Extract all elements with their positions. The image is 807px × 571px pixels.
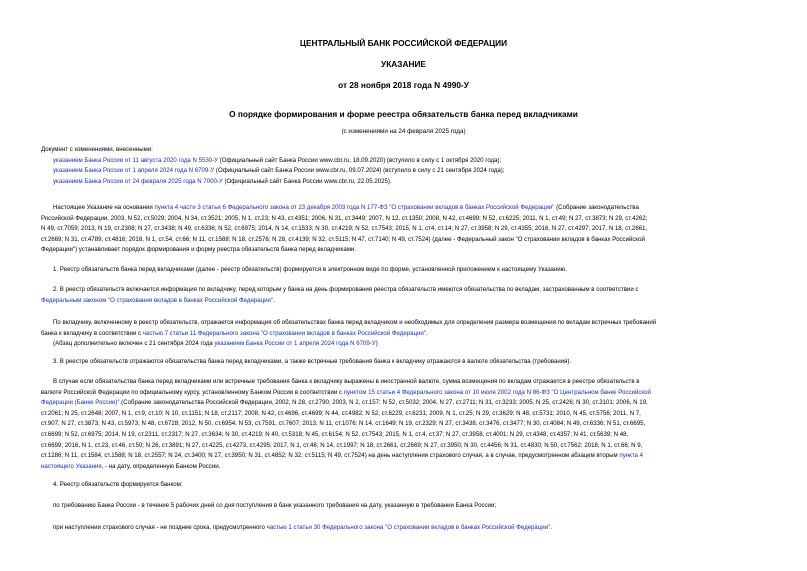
law-link[interactable]: Федеральным законом "О страховании вкладов в банках Российской Федерации" [41,296,274,304]
document-type: УКАЗАНИЕ [381,59,426,69]
amendment-link[interactable]: указанием Банка России от 11 августа 2020 года N 5530-У [53,156,219,164]
amendment-item: указанием Банка России от 11 августа 2020 года N 5530-У (Официальный сайт Банка России www.cbr.ru, 18.09.2020) (вступило в силу с 1 октября 2020 года); [53,156,502,164]
clause-1: 1. Реестр обязательств банка перед вкладчиками (далее - реестр обязательств) формируется в электронном виде по форме, установленной приложением к настоящему Указанию. [53,266,567,273]
clause-4-link-cont[interactable]: настоящего Указания [41,462,102,470]
law-177-link[interactable]: пункта 4 части 3 статьи 6 Федерального закона от 23 декабря 2003 года N 177-ФЗ "О страховании вкладов в банках Российской Федерации" [154,204,555,211]
issuer-heading: ЦЕНТРАЛЬНЫЙ БАНК РОССИЙСКОЙ ФЕДЕРАЦИИ [299,38,508,48]
law-86-link-cont[interactable]: Федерации (Банке России)" [41,399,120,407]
document-title: О порядке формирования и форме реестра обязательств банка перед вкладчиками [229,109,578,119]
amendments-block [41,145,765,187]
clause-4-item-1: по требованию Банка России - в течение 5 рабочих дней со дня поступления в банк указанного требования на дату, указанную в требовании Банка России; [53,502,497,509]
clause-2: 2. В реестр обязательств включается информация по вкладчику, перед которым у банка на день формирования реестра обязательств имеются обязательства по вкладам, застрахованным в соответствии с Федеральным законом "О страховании вкладов в банках Российской Федерации". [41,286,639,304]
law-article-30-link[interactable]: частью 1 статьи 30 Федерального закона "О страховании вкладов в банках Российской Федерации" [266,524,551,531]
amendment-item: указанием Банка России от 1 апреля 2024 года N 6709-У (Официальный сайт Банка России www.cbr.ru, 09.07.2024) (вступило в силу с 21 сентября 2024 года); [53,167,505,175]
edition-note: (Абзац дополнительно включен с 21 сентября 2024 года указанием Банка России от 1 апреля 2024 года N 6709-У) [53,340,378,348]
clause-3: 3. В реестре обязательств отражаются обязательства банка перед вкладчиками, а также встречные требования банка к вкладчику отражаются в валюте обязательства (требования). [53,358,572,365]
clause-4-link[interactable]: пункта 4 [619,452,644,460]
edition-note-link[interactable]: указанием Банка России от 1 апреля 2024 года N 6709-У [214,340,376,348]
clause-3-paragraph-2: В случае если обязательства банка перед вкладчиками или встречные требования банка к вкладчику выражены в иностранной валюте, сумма возмещения по вкладам отражается в реестре обязательств в валюте Российской Федерации по официальному курсу, установленному Банком России в соответствии с пунктом 15 статьи 4 Федерального закона от 10 июля 2002 года N 86-ФЗ "О Центральном банке Российской Федерации (Банке России)" (Собрание законодательства Российской Федерации, 2002, N 28, ст.2790; 2003, N 2, ст.157; N 52, ст.5032; 2004, N 27, ст.2711; N 31, ст.3233; 2005, N 25, ст.2426; N 30, ст.3101; 2006, N 19, ст.2061; N 25, ст.2648; 2007, N 1, ст.9, ст.10; N 10, ст.1151; N 18, ст.2117; 2008, N 42, ст.4696, ст.4699; N 44, ст.4982; N 52, ст.6229, ст.6231; 2009, N 1, ст.25; N 29, ст.3629; N 48, ст.5731; 2010, N 45, ст.5756; 2011, N 7, ст.907; N 27, ст.3873; N 43, ст.5973; N 48, ст.6728; 2012, N 50, ст.6954; N 53, ст.7591, ст.7607; 2013, N 11, ст.1076; N 14, ст.1649; N 19, ст.2329; N 27, ст.3438, ст.3476, ст.3477; N 30, ст.4084; N 49, ст.6336; N 51, ст.6695, ст.6699; N 52, ст.6975; 2014, N 19, ст.2311, ст.2317; N 27, ст.3634; N 30, ст.4219; N 40, ст.5318; N 45, ст.6154; N 52, ст.7543; 2015, N 1, ст.4, ст.37; N 27, ст.3958, ст.4001; N 29, ст.4348, ст.4357; N 41, ст.5639; N 48, ст.6699; 2016, N 1, ст.23, ст.46, ст.50; N 26, ст.3891; N 27, ст.4225, ст.4273, ст.4295; 2017, N 1, ст.46; N 14, ст.1997; N 18, ст.2661, ст.2669; N 27, ст.3950; N 30, ст.4456; N 31, ст.4830; N 50, ст.7562; 2018, N 1, ст.66; N 9, ст.1286; N 11, ст.1584, ст.1588; N 18, ст.2557; N 24, ст.3400; N 27, ст.3950; N 31, ст.4852; N 32, ст.5115; N 49, ст.7524) на день наступления страхового случая, а в случае, предусмотренном абзацем вторым пункта 4 настоящего Указания, - на дату, определенную Банком России. [41,378,651,470]
law-86-link[interactable]: пунктом 15 статьи 4 Федерального закона от 10 июля 2002 года N 86-ФЗ "О Центральном банке Российской [343,388,651,396]
clause-4-item-2: при наступлении страхового случая - не позднее срока, предусмотренного частью 1 статьи 30 Федерального закона "О страховании вкладов в банках Российской Федерации". [53,524,552,531]
amendment-link[interactable]: указанием Банка России от 24 февраля 2025 года N 7000-У [53,177,223,185]
document-date-number: от 28 ноября 2018 года N 4990-У [338,80,469,90]
preamble-paragraph: Настоящее Указание на основании пункта 4 части 3 статьи 6 Федерального закона от 23 декабря 2003 года N 177-ФЗ "О страховании вкладов в банках Российской Федерации" (Собрание законодательства Российской Федерации, 2003, N 52, ст.5029; 2004, N 34, ст.3521; 2005, N 1, ст.23; N 43, ст.4351; 2006, N 31, ст.3449; 2007, N 12, ст.1350; 2008, N 42, ст.4699; N 52, ст.6225; 2011, N 1, ст.49; N 27, ст.3873; N 29, ст.4262; N 49, ст.7059; 2013, N 19, ст.2308; N 27, ст.3438; N 49, ст.6336; N 52, ст.6975; 2014, N 14, ст.1533; N 30, ст.4219; N 52, ст.7543; 2015, N 1, ст4, ст.14; N 27, ст.3958; N 29, ст.4355; 2016, N 27, ст.4297; 2017, N 18, ст.2661, ст.2669; N 31, ст.4789, ст.4816; 2018, N 1, ст.54, ст.66; N 11, ст.1588; N 18, ст.2576; N 28, ст.4139; N 32, ст.5115; N 47, ст.7140; N 49, ст.7524) (далее - Федеральный закон "О страховании вкладов в банках Российской Федерации") устанавливает порядок формирования и форму реестра обязательств банка перед вкладчиками. [41,204,648,254]
clause-4: 4. Реестр обязательств формируется банком: [53,481,183,488]
amendment-link[interactable]: указанием Банка России от 1 апреля 2024 года N 6709-У [53,167,215,175]
amendment-date: (с изменениями на 24 февраля 2025 года) [341,128,466,135]
law-article-link[interactable]: частью 7 статьи 11 Федерального закона "О страховании вкладов в банках Российской Федерации" [142,329,426,337]
amendments-intro: Документ с изменениями, внесенными: [41,146,153,153]
clause-2-paragraph-2: По вкладчику, включенному в реестр обязательств, отражается информация об обязательствах банка перед вкладчиком и необходимых для определения размера возмещения по вкладам встречных требований банка к вкладчику в соответствии с частью 7 статьи 11 Федерального закона "О страховании вкладов в банках Российской Федерации". (Абзац дополнительно включен с 21 сентября 2024 года указанием Банка России от 1 апреля 2024 года N 6709-У) [41,318,765,350]
amendment-item: указанием Банка России от 24 февраля 2025 года N 7000-У (Официальный сайт Банка России www.cbr.ru, 22.05.2025). [53,177,392,185]
